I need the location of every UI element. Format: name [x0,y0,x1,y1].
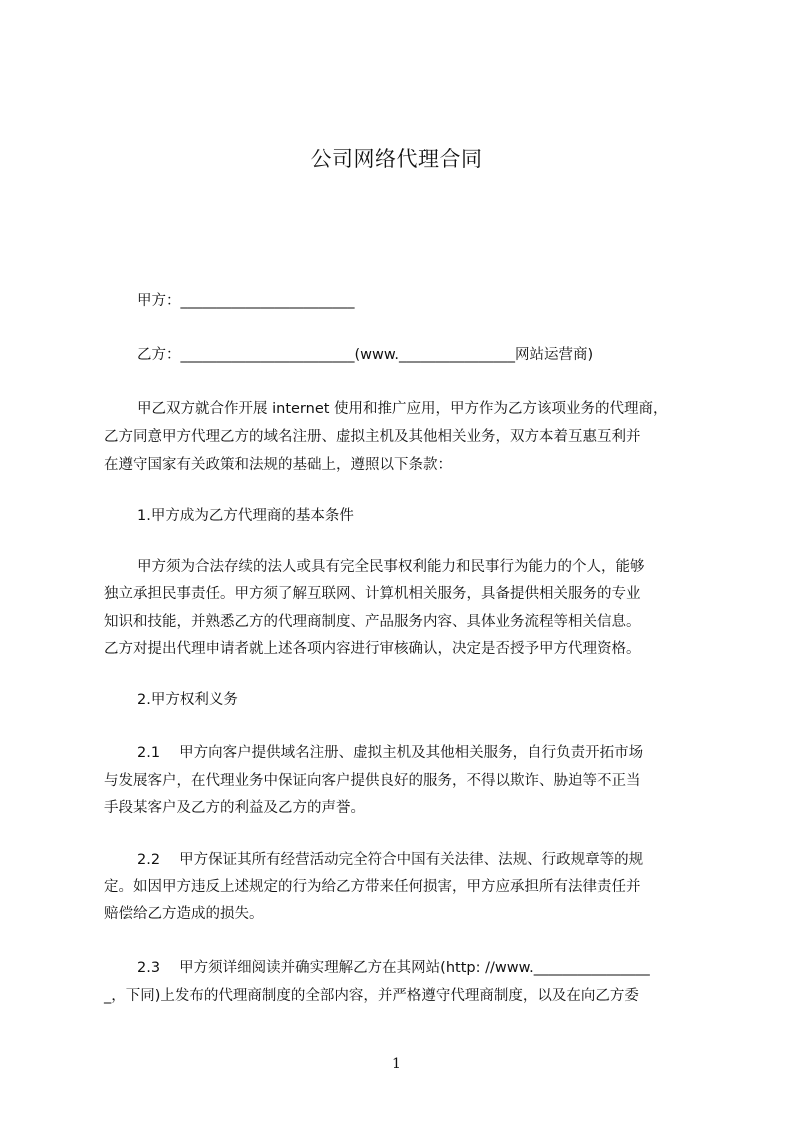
section-1-line-1: 甲方须为合法存续的法人或具有完全民事权利能力和民事行为能力的个人，能够 [137,559,645,575]
intro-line-3: 在遵守国家有关政策和法规的基础上，遵照以下条款： [104,457,452,473]
page-number: 1 [392,1056,401,1072]
intro-line-1: 甲乙双方就合作开展 internet 使用和推广应用，甲方作为乙方该项业务的代理商， [137,401,668,417]
party-a-line: 甲方：________________________ [137,293,355,309]
clause-2-1-line-3: 手段某客户及乙方的利益及乙方的声誉。 [104,800,365,816]
clause-2-2-line-1: 2.2 甲方保证其所有经营活动完全符合中国有关法律、法规、行政规章等的规 [137,852,644,868]
clause-2-3-line-1: 2.3 甲方须详细阅读并确实理解乙方在其网站(http: //www.________________ [137,960,650,976]
clause-2-2-line-2: 定。如因甲方违反上述规定的行为给乙方带来任何损害，甲方应承担所有法律责任并 [104,879,641,895]
clause-2-1-line-2: 与发展客户，在代理业务中保证向客户提供良好的服务，不得以欺诈、胁迫等不正当 [104,773,641,789]
clause-2-3-line-2: _，下同)上发布的代理商制度的全部内容，并严格遵守代理商制度，以及在向乙方委 [104,988,639,1004]
section-1-heading: 1.甲方成为乙方代理商的基本条件 [137,508,354,524]
clause-2-1-line-1: 2.1 甲方向客户提供域名注册、虚拟主机及其他相关服务，自行负责开拓市场 [137,745,644,761]
party-b-line: 乙方：________________________(www.________________网站运营商) [137,347,594,363]
document-title: 公司网络代理合同 [310,147,483,171]
section-1-line-4: 乙方对提出代理申请者就上述各项内容进行审核确认，决定是否授予甲方代理资格。 [104,641,641,657]
section-1-line-3: 知识和技能，并熟悉乙方的代理商制度、产品服务内容、具体业务流程等相关信息。 [104,614,641,630]
section-1-line-2: 独立承担民事责任。甲方须了解互联网、计算机相关服务，具备提供相关服务的专业 [104,586,641,602]
section-2-heading: 2.甲方权利义务 [137,692,238,708]
clause-2-2-line-3: 赔偿给乙方造成的损失。 [104,906,264,922]
intro-line-2: 乙方同意甲方代理乙方的域名注册、虚拟主机及其他相关业务，双方本着互惠互利并 [104,429,641,445]
